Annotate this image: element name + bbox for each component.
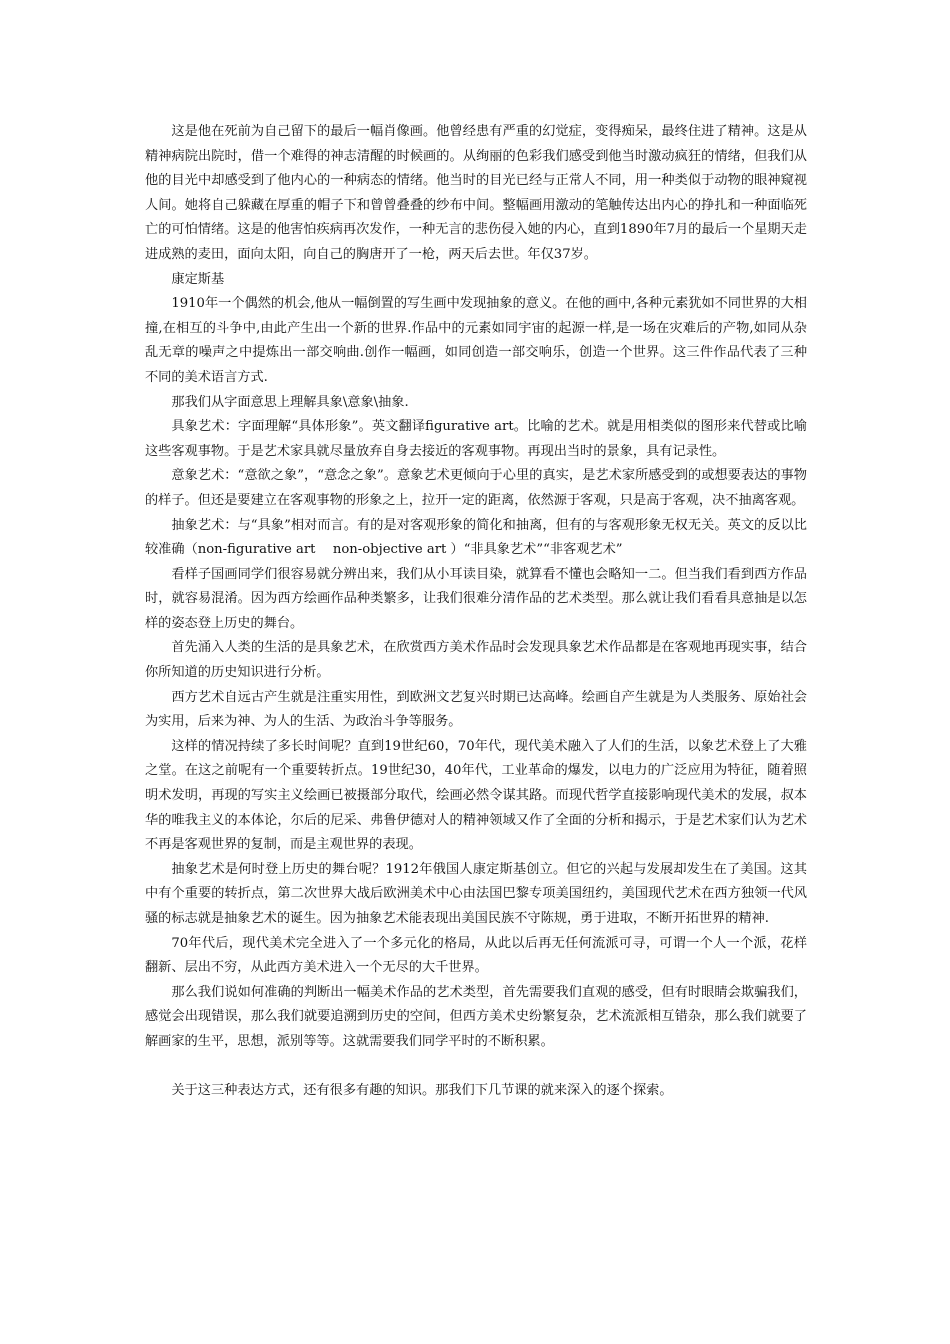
paragraph-western-practicality: 西方艺术自远古产生就是注重实用性，到欧洲文艺复兴时期已达高峰。绘画自产生就是为人类服务、原始社会为实用，后来为神、为人的生活、为政治斗争等服务。	[145, 689, 807, 730]
paragraph-chinese-painting: 看样子国画同学们很容易就分辨出来，我们从小耳读目染，就算看不懂也会略知一二。但当我们看到西方作品时，就容易混淆。因为西方绘画作品种类繁多，让我们很难分清作品的艺术类型。那么就让我们看看具意抽是以怎样的姿态登上历史的舞台。	[145, 566, 807, 631]
paragraph-van-gogh-portrait: 这是他在死前为自己留下的最后一幅肖像画。他曾经患有严重的幻觉症，变得痴呆，最终住进了精神。这是从精神病院出院时，借一个难得的神志清醒的时候画的。从绚丽的色彩我们感受到他当时激动疯狂的情绪，但我们从他的目光中却感受到了他内心的一种病态的情绪。他当时的目光已经与正常人不同，用一种类似于动物的眼神窥视人间。她将自己躲藏在厚重的帽子下和曾曾叠叠的纱布中间。整幅画用激动的笔触传达出内心的挣扎和一种面临死亡的可怕情绪。这是的他害怕疾病再次发作，一种无言的悲伤侵入她的内心，直到1890年7月的最后一个星期天走进成熟的麦田，面向太阳，向自己的胸唐开了一枪，两天后去世。年仅37岁。	[145, 124, 807, 262]
paragraph-spacer	[145, 1055, 807, 1080]
paragraph-closing: 关于这三种表达方式，还有很多有趣的知识。那我们下几节课的就来深入的逐个探索。	[171, 1083, 673, 1099]
paragraph-literal-meaning: 那我们从字面意思上理解具象\意象\抽象.	[171, 394, 409, 410]
paragraph-how-to-judge: 那么我们说如何准确的判断出一幅美术作品的艺术类型，首先需要我们直观的感受，但有时眼睛会欺骗我们，感觉会出现错误，那么我们就要追溯到历史的空间，但西方美术史纷繁复杂，艺术流派相互错杂，那么我们就要了解画家的生平，思想，派别等等。这就需要我们同学平时的不断积累。	[145, 984, 807, 1049]
paragraph-abstract-art: 抽象艺术：与“具象”相对而言。有的是对客观形象的简化和抽离，但有的与客观形象无权无关。英文的反以比较准确（non-figurative art non-objective art ）“非具象艺术”“非客观艺术”	[145, 517, 807, 558]
paragraph-abstract-history: 抽象艺术是何时登上历史的舞台呢？1912年俄国人康定斯基创立。但它的兴起与发展却发生在了美国。这其中有个重要的转折点，第二次世界大战后欧洲美术中心由法国巴黎专项美国纽约，美国现代艺术在西方独领一代风骚的标志就是抽象艺术的诞生。因为抽象艺术能表现出美国民族不守陈规，勇于进取，不断开拓世界的精神.	[145, 861, 807, 926]
paragraph-imagery-art: 意象艺术：“意欲之象”，“意念之象”。意象艺术更倾向于心里的真实，是艺术家所感受到的或想要表达的事物的样子。但还是要建立在客观事物的形象之上，拉开一定的距离，依然源于客观，只是高于客观，决不抽离客观。	[145, 468, 807, 508]
paragraph-figurative-first: 首先涌入人类的生活的是具象艺术，在欣赏西方美术作品时会发现具象艺术作品都是在客观地再现实事，结合你所知道的历史知识进行分析。	[145, 640, 807, 681]
section-heading-kandinsky: 康定斯基	[171, 271, 225, 287]
document-page	[145, 120, 807, 1104]
paragraph-19th-century: 这样的情况持续了多长时间呢？直到19世纪60，70年代，现代美术融入了人们的生活，以象艺术登上了大雅之堂。在这之前呢有一个重要转折点。19世纪30，40年代，工业革命的爆发，以电力的广泛应用为特征，随着照明术发明，再现的写实主义绘画已被摄部分取代，绘画必然令谋其路。而现代哲学直接影响现代美术的发展，叔本华的唯我主义的本体论，尔后的尼采、弗鲁伊德对人的精神领域又作了全面的分析和揭示，于是艺术家们认为艺术不再是客观世界的复制，而是主观世界的表现。	[145, 738, 807, 853]
paragraph-kandinsky-1910: 1910年一个偶然的机会,他从一幅倒置的写生画中发现抽象的意义。在他的画中,各种元素犹如不同世界的大相撞,在相互的斗争中,由此产生出一个新的世界.作品中的元素如同宇宙的起源一样,是一场在灾难后的产物,如同从杂乱无章的噪声之中提炼出一部交响曲.创作一幅画，如同创造一部交响乐，创造一个世界。这三件作品代表了三种不同的美术语言方式.	[145, 296, 807, 385]
paragraph-1970s: 70年代后，现代美术完全进入了一个多元化的格局，从此以后再无任何流派可寻，可谓一个人一个派，花样翻新、层出不穷，从此西方美术进入一个无尽的大千世界。	[145, 935, 807, 976]
paragraph-figurative-art: 具象艺术：字面理解“具体形象”。英文翻译figurative art。比喻的艺术。就是用相类似的图形来代替或比喻这些客观事物。于是艺术家具就尽量放弃自身去接近的客观事物。再现出当时的景象，具有记录性。	[145, 419, 807, 459]
